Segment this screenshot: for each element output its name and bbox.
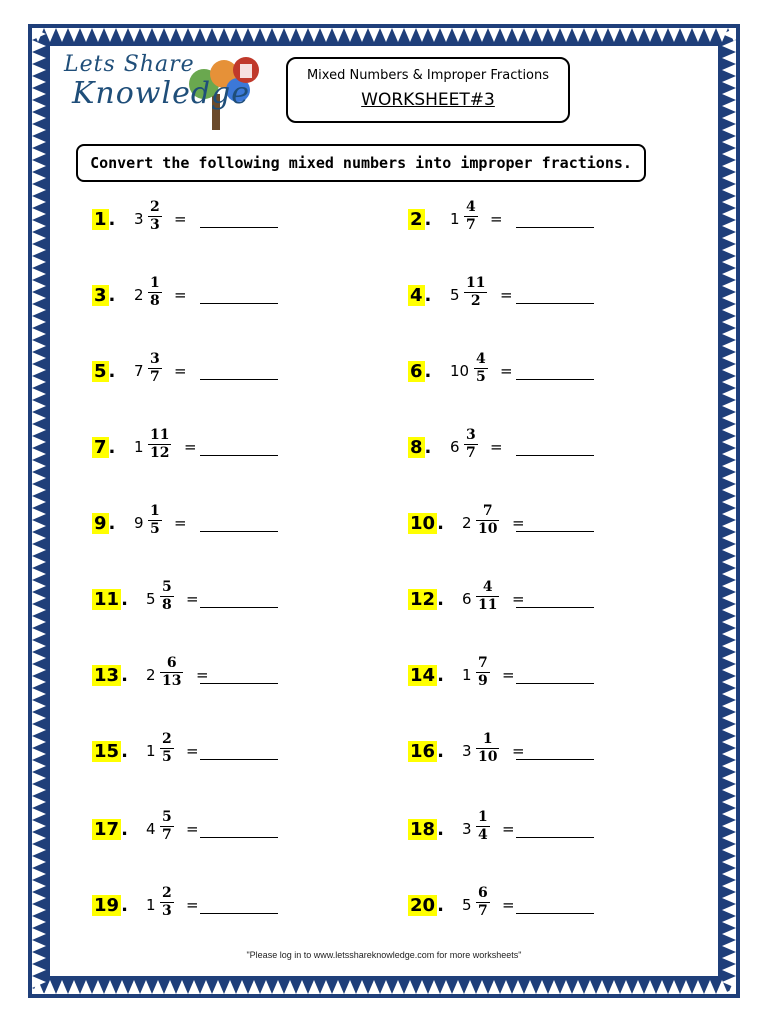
problem-item [92,502,292,546]
fraction-denominator: 10 [478,749,498,765]
problem-number-dot: . [121,895,128,916]
answer-blank[interactable] [516,379,594,380]
problem-number [92,361,115,382]
fraction-numerator: 4 [482,579,493,595]
problem-number-highlight: 5 [94,361,107,382]
fraction [464,199,478,234]
fraction-denominator: 10 [478,521,498,537]
problem-number-dot: . [121,665,128,686]
mixed-number-whole: 2 [462,514,472,532]
border-pattern-bottom [32,980,736,994]
fraction [148,275,162,310]
problem-number-dot: . [437,741,444,762]
answer-blank[interactable] [200,683,278,684]
problem-number-dot: . [121,589,128,610]
problem-number-dot: . [437,895,444,916]
problem-item [92,578,292,622]
problem-number [92,589,128,610]
fraction [476,503,499,538]
mixed-number-whole: 1 [462,666,472,684]
equals-sign: = [490,438,503,456]
answer-blank[interactable] [200,303,278,304]
problem-item [92,730,292,774]
equals-sign: = [512,590,525,608]
problem-number-highlight: 14 [410,665,436,686]
fraction-denominator: 13 [162,673,182,689]
problem-number [92,209,115,230]
answer-blank[interactable] [200,379,278,380]
footer-note: "Please log in to www.letsshareknowledge.com for more worksheets" [246,950,522,960]
answer-blank[interactable] [516,683,594,684]
mixed-number-whole: 6 [450,438,460,456]
problem-number-dot: . [437,665,444,686]
fraction [148,351,162,386]
fraction-numerator: 3 [466,427,476,443]
fraction [476,731,499,766]
worksheet-subtitle: Mixed Numbers & Improper Fractions [306,68,550,83]
mixed-number-whole: 1 [134,438,144,456]
equals-sign: = [186,820,199,838]
fraction [160,655,183,690]
problem-number-dot: . [437,589,444,610]
problem-number-dot: . [108,209,116,230]
fraction-numerator: 7 [482,503,493,519]
fraction-numerator: 1 [150,275,160,291]
problem-number [408,741,444,762]
mixed-number-whole: 1 [450,210,460,228]
fraction-numerator: 5 [162,579,172,595]
problem-number-dot: . [108,437,116,458]
problem-number-dot: . [424,361,432,382]
equals-sign: = [174,210,187,228]
fraction [476,655,490,690]
logo-text-line1: Lets Share [64,52,195,77]
fraction-numerator: 1 [150,503,160,519]
mixed-number-whole: 1 [146,742,156,760]
problem-number [408,665,444,686]
fraction [476,579,499,614]
fraction-numerator: 5 [162,809,172,825]
fraction-numerator: 4 [476,351,486,367]
mixed-number-whole: 4 [146,820,156,838]
equals-sign: = [502,820,515,838]
fraction-denominator: 11 [478,597,498,613]
fraction-denominator: 5 [150,521,160,537]
fraction [474,351,488,386]
equals-sign: = [502,896,515,914]
mixed-number-whole: 5 [462,896,472,914]
fraction-numerator: 11 [466,275,486,291]
problem-number [408,589,444,610]
instructions-text: Convert the following mixed numbers into improper fractions. [90,154,632,172]
problem-item [92,350,292,394]
problem-number-highlight: 7 [94,437,107,458]
fraction-denominator: 5 [476,369,486,385]
problem-number-highlight: 2 [410,209,423,230]
mixed-number-whole: 3 [134,210,144,228]
answer-blank[interactable] [200,227,278,228]
problem-number-highlight: 16 [410,741,436,762]
answer-blank[interactable] [200,531,278,532]
border-pattern-right [722,28,736,994]
problem-number-highlight: 3 [94,285,107,306]
problem-item [92,884,292,928]
problem-number-highlight: 15 [94,741,120,762]
problem-item [408,350,608,394]
problem-number-dot: . [437,819,444,840]
fraction [476,809,490,844]
problem-number-highlight: 18 [410,819,436,840]
mixed-number-whole: 3 [462,742,472,760]
fraction-numerator: 2 [162,885,172,901]
equals-sign: = [174,286,187,304]
mixed-number-whole: 2 [146,666,156,684]
problem-number [408,209,431,230]
problem-number [408,285,431,306]
mixed-number-whole: 3 [462,820,472,838]
fraction-numerator: 6 [478,885,488,901]
equals-sign: = [186,590,199,608]
problem-number-dot: . [437,513,444,534]
problem-item [92,808,292,852]
fraction-numerator: 3 [150,351,160,367]
site-logo [52,50,272,134]
problem-item [408,730,608,774]
mixed-number-whole: 9 [134,514,144,532]
fraction [160,809,174,844]
fraction [148,503,162,538]
equals-sign: = [174,514,187,532]
problem-item [92,654,292,698]
problem-number [92,895,128,916]
problem-item [408,578,608,622]
answer-blank[interactable] [200,837,278,838]
logo-text-line2: Knowledge [72,76,250,111]
problem-number-highlight: 6 [410,361,423,382]
fraction [160,731,174,766]
answer-blank[interactable] [516,531,594,532]
fraction-denominator: 7 [150,369,160,385]
problem-number-highlight: 12 [410,589,436,610]
fraction-denominator: 3 [150,217,160,233]
mixed-number-whole: 7 [134,362,144,380]
problem-number [92,741,128,762]
problem-item [92,426,292,470]
equals-sign: = [186,896,199,914]
border-pattern-left [32,28,46,994]
mixed-number-whole: 10 [450,362,470,380]
mixed-number-whole: 6 [462,590,472,608]
problem-item [92,274,292,318]
fraction-numerator: 4 [466,199,476,215]
problem-number [92,285,115,306]
answer-blank[interactable] [516,913,594,914]
equals-sign: = [512,514,525,532]
problem-item [408,274,608,318]
fraction-denominator: 7 [478,903,488,919]
problem-number [92,437,115,458]
problem-number [408,437,431,458]
equals-sign: = [174,362,187,380]
border-pattern-top [32,28,736,42]
mixed-number-whole: 2 [134,286,144,304]
answer-blank[interactable] [516,303,594,304]
problem-number-dot: . [424,437,432,458]
fraction-denominator: 8 [150,293,160,309]
fraction-numerator: 7 [478,655,488,671]
problem-number-highlight: 10 [410,513,436,534]
equals-sign: = [186,742,199,760]
fraction-numerator: 1 [482,731,493,747]
equals-sign: = [500,286,513,304]
problem-number [92,665,128,686]
problem-number-highlight: 1 [94,209,107,230]
equals-sign: = [196,666,209,684]
problem-number-highlight: 8 [410,437,423,458]
fraction-denominator: 7 [466,217,476,233]
problem-number [92,819,128,840]
fraction-numerator: 2 [150,199,160,215]
problem-item [408,808,608,852]
answer-blank[interactable] [200,607,278,608]
fraction-denominator: 2 [464,292,487,310]
problem-number-dot: . [121,741,128,762]
problem-number-highlight: 13 [94,665,120,686]
answer-blank[interactable] [200,913,278,914]
worksheet-title [288,90,568,110]
equals-sign: = [500,362,513,380]
fraction [148,427,171,462]
fraction [148,199,162,234]
mixed-number-whole: 5 [146,590,156,608]
fraction-denominator: 9 [478,673,488,689]
fraction-denominator: 5 [162,749,172,765]
answer-blank[interactable] [516,759,594,760]
problem-item [92,198,292,242]
answer-blank[interactable] [200,455,278,456]
answer-blank[interactable] [516,227,594,228]
worksheet-title-box [286,57,570,123]
problem-number-highlight: 20 [410,895,436,916]
answer-blank[interactable] [516,607,594,608]
problem-number-dot: . [121,819,128,840]
problem-number-dot: . [108,513,116,534]
problem-number [408,361,431,382]
fraction-denominator: 7 [162,827,172,843]
fraction-numerator: 6 [166,655,177,671]
mixed-number-whole: 1 [146,896,156,914]
problem-item [408,502,608,546]
fraction-numerator: 1 [478,809,488,825]
problem-number-dot: . [424,285,432,306]
problem-item [408,198,608,242]
fraction-denominator: 7 [466,445,476,461]
equals-sign: = [502,666,515,684]
fraction-numerator: 11 [150,427,170,443]
problem-item [408,884,608,928]
problem-number-dot: . [424,209,432,230]
equals-sign: = [490,210,503,228]
equals-sign: = [512,742,525,760]
fraction-denominator: 12 [150,445,170,461]
fraction-denominator: 8 [162,597,172,613]
worksheet-title-text: WORKSHEET#3 [361,90,495,110]
fraction [476,885,490,920]
problem-number [408,895,444,916]
answer-blank[interactable] [516,455,594,456]
fraction [160,579,174,614]
answer-blank[interactable] [200,759,278,760]
problem-number [408,819,444,840]
problem-number-highlight: 17 [94,819,120,840]
problem-number [408,513,444,534]
fraction [160,885,174,920]
mixed-number-whole: 5 [450,286,460,304]
problem-number-dot: . [108,285,116,306]
fraction-denominator: 4 [478,827,488,843]
problem-number-highlight: 11 [94,589,120,610]
problem-number-highlight: 9 [94,513,107,534]
problem-item [408,426,608,470]
fraction [464,275,487,310]
fraction [464,427,478,462]
instructions-box [76,144,646,182]
fraction-numerator: 2 [162,731,172,747]
problem-item [408,654,608,698]
answer-blank[interactable] [516,837,594,838]
equals-sign: = [184,438,197,456]
problem-number-highlight: 4 [410,285,423,306]
problem-number [92,513,115,534]
problem-number-dot: . [108,361,116,382]
problem-number-highlight: 19 [94,895,120,916]
fraction-denominator: 3 [162,903,172,919]
